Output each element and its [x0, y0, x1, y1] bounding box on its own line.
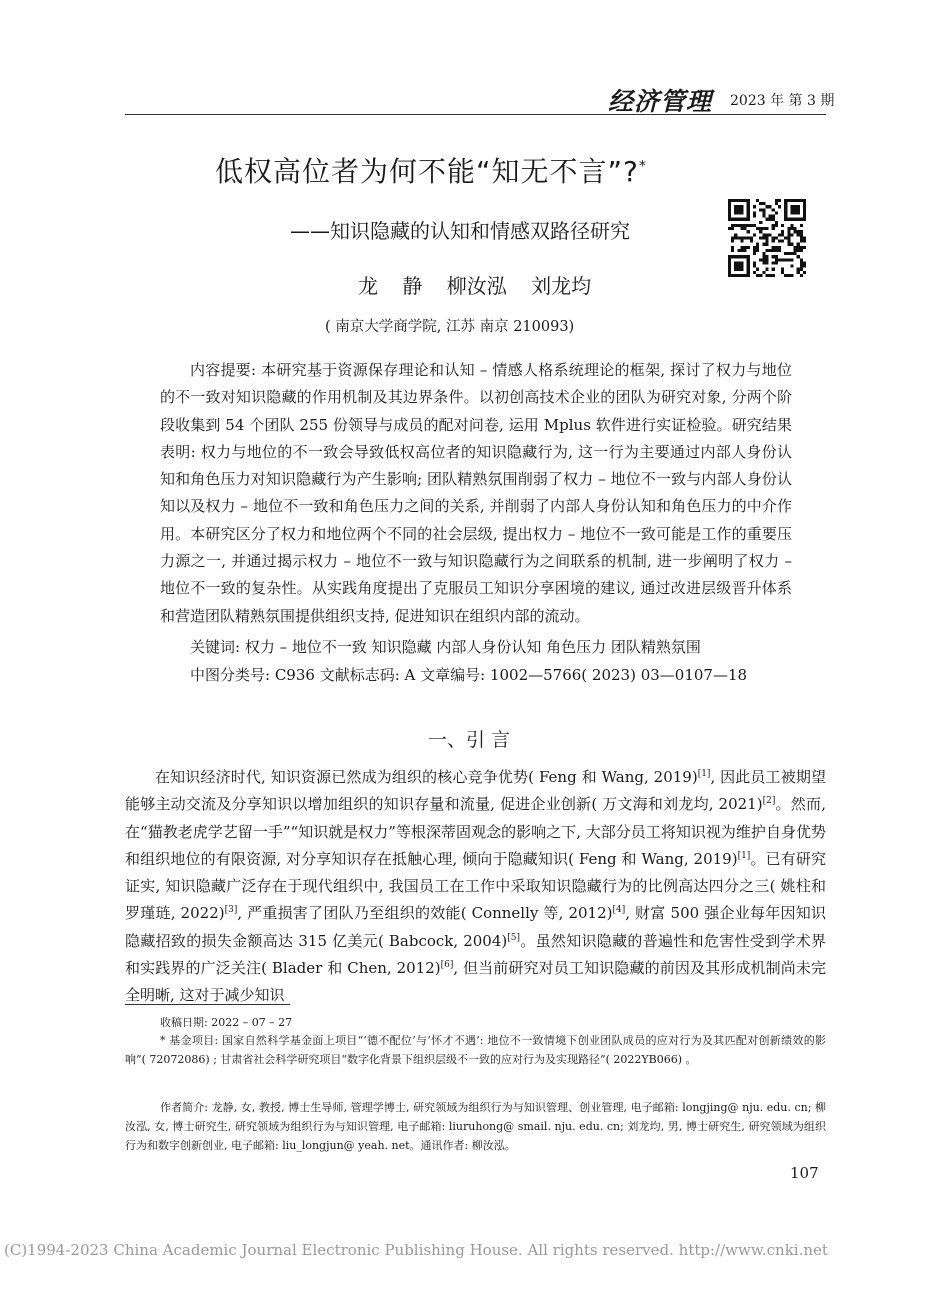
footnote-funding: * 基金项目: 国家自然科学基金面上项目“‘德不配位’与‘怀才不遇’: 地位不一致情境下创业团队成员的应对行为及其匹配对创新绩效的影响”( 72072086) ; 甘肃省社会科学研究项目“数字化背景下组织层级不一致的应对行为及实现路径”( 2022YB066) 。	[125, 1034, 826, 1066]
author-list: 龙 静 柳汝泓 刘龙均	[358, 274, 592, 298]
intro-text-segment: , 严重损害了团队乃至组织的效能( Connelly 等, 2012)	[237, 904, 613, 923]
intro-text-segment: , 因此员工被期望能够主动交流及分享知识以增加组织的知识存量和流量, 促进企业创新( 万文海和刘龙均, 2021)	[125, 768, 826, 814]
copyright-notice: (C)1994-2023 China Academic Journal Electronic Publishing House. All rights reserved. http://www.cnki.net	[4, 1241, 828, 1259]
intro-text-segment: 。然而, 在“猫教老虎学艺留一手”“知识就是权力”等根深蒂固观念的影响之下, 大部分员工将知识视为维护自身优势和组织地位的有限资源, 对分享知识存在抵触心理, 倾向于隐藏知识( Feng 和 Wang, 2019)	[125, 795, 826, 868]
intro-text-segment: 在知识经济时代, 知识资源已然成为组织的核心竞争优势( Feng 和 Wang, 2019)	[155, 768, 698, 786]
article-subtitle: ——知识隐藏的认知和情感双路径研究	[290, 219, 630, 243]
title-footnote-marker: *	[638, 158, 647, 175]
author-affiliation: ( 南京大学商学院, 江苏 南京 210093)	[325, 319, 575, 335]
citation-ref: [5]	[507, 932, 520, 943]
page-number: 107	[790, 1164, 819, 1182]
citation-ref: [3]	[224, 905, 238, 916]
intro-text-segment: , 财富 500 强企业每年因知识隐藏招致的损失金额高达 315 亿美元( Babcock, 2004)	[125, 904, 826, 950]
intro-text-segment: 。已有研究证实, 知识隐藏广泛存在于现代组织中, 我国员工在工作中采取知识隐藏行为的比例高达四分之三( 姚柱和罗瑾琏, 2022)	[125, 849, 826, 923]
intro-text-segment: , 但当前研究对员工知识隐藏的前因及其形成机制尚未完全明晰, 这对于减少知识	[125, 959, 826, 1005]
citation-ref: [4]	[612, 905, 626, 916]
citation-ref: [6]	[440, 960, 454, 971]
keywords: 关键词: 权力 – 地位不一致 知识隐藏 内部人身份认知 角色压力 团队精熟氛围	[190, 638, 701, 656]
article-title	[215, 150, 647, 190]
article-title-text: 低权高位者为何不能“知无不言”?	[215, 155, 639, 188]
citation-ref: [1]	[737, 850, 751, 861]
citation-ref: [1]	[697, 769, 711, 779]
journal-issue: 2023 年 第 3 期	[730, 93, 835, 109]
qr-code-icon	[728, 199, 806, 277]
intro-text-segment: 。虽然知识隐藏的普遍性和危害性受到学术界和实践界的广泛关注( Blader 和 Chen, 2012)	[125, 931, 826, 978]
introduction-paragraph	[125, 764, 826, 1010]
classification-info: 中图分类号: C936 文献标志码: A 文章编号: 1002—5766( 2023) 03—0107—18	[190, 666, 748, 684]
journal-logo: 经济管理	[608, 87, 713, 116]
footnote-author-bio: 作者简介: 龙静, 女, 教授, 博士生导师, 管理学博士, 研究领域为组织行为与知识管理、创业管理, 电子邮箱: longjing@ nju. edu. cn; 柳汝泓, 女, 博士研究生, 研究领域为组织行为与知识管理, 电子邮箱: liuruhong@ smail. nju. edu. cn; 刘龙均, 男, 博士研究生, 研究领域为组织行为和数字创新创业, 电子邮箱: liu_longjun@ yeah. net。通讯作者: 柳汝泓。	[125, 1101, 826, 1152]
citation-ref: [2]	[762, 796, 776, 807]
footnote-received-date: 收稿日期: 2022 – 07 – 27	[160, 1016, 293, 1029]
section-heading: 一、引 言	[428, 729, 511, 751]
abstract: 内容提要: 本研究基于资源保存理论和认知 – 情感人格系统理论的框架, 探讨了权力与地位的不一致对知识隐藏的作用机制及其边界条件。以初创高技术企业的团队为研究对象, 分两个阶段收集到 54 个团队 255 份领导与成员的配对问卷, 运用 Mplus 软件进行实证检验。研究结果表明: 权力与地位的不一致会导致低权高位者的知识隐藏行为, 这一行为主要通过内部人身份认知和角色压力对知识隐藏行为产生影响; 团队精熟氛围削弱了权力 – 地位不一致与内部人身份认知以及权力 – 地位不一致和角色压力之间的关系, 并削弱了内部人身份认知和角色压力的中介作用。本研究区分了权力和地位两个不同的社会层级, 提出权力 – 地位不一致可能是工作的重要压力源之一, 并通过揭示权力 – 地位不一致与知识隐藏行为之间联系的机制, 进一步阐明了权力 – 地位不一致的复杂性。从实践角度提出了克服员工知识分享困境的建议, 通过改进层级晋升体系和营造团队精熟氛围提供组织支持, 促进知识在组织内部的流动。	[160, 361, 792, 625]
footnote-divider	[125, 1004, 290, 1005]
header-divider	[125, 114, 826, 115]
